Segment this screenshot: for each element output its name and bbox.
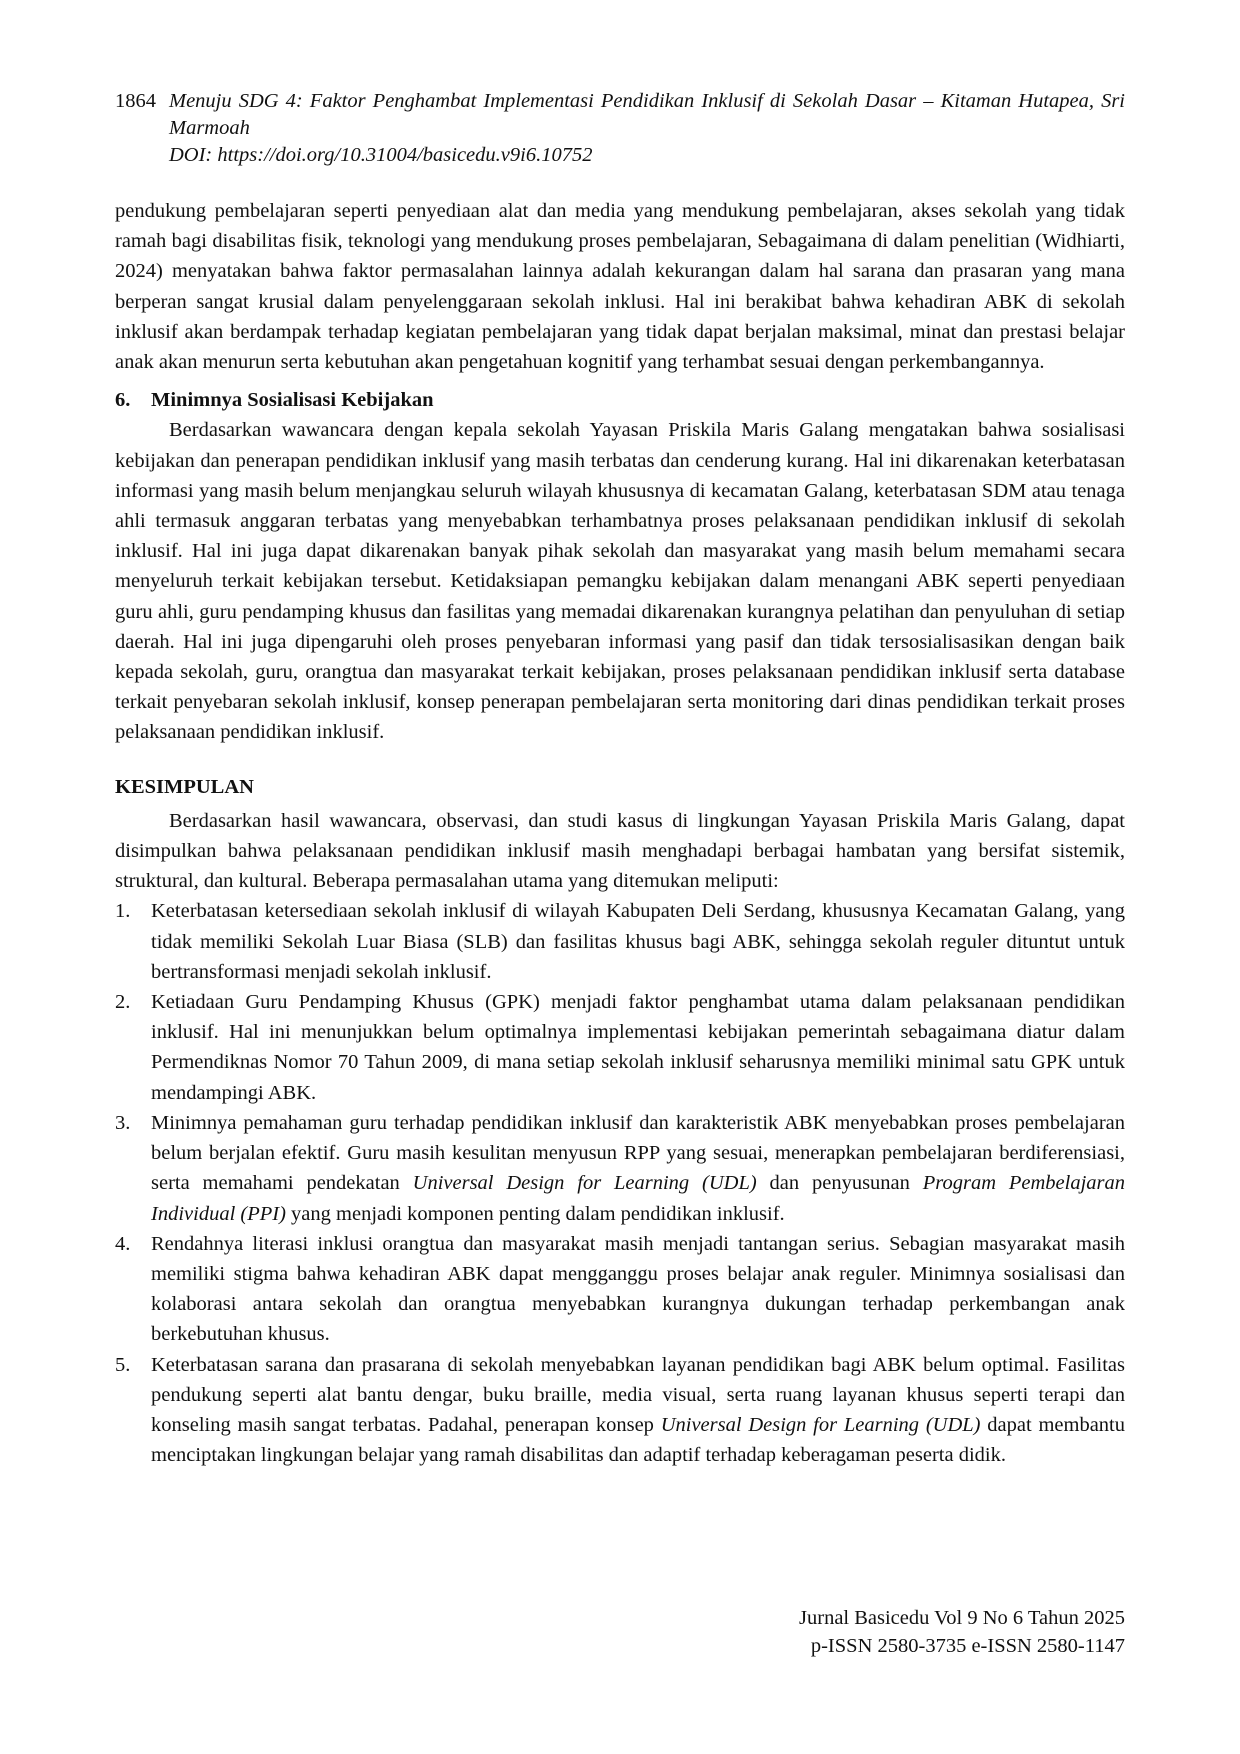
footer-issn: p-ISSN 2580-3735 e-ISSN 2580-1147: [810, 1635, 1125, 1657]
list-number: 1.: [115, 900, 131, 923]
section-6-heading: [115, 385, 1125, 415]
section-number: 6.: [115, 389, 131, 412]
list-number: 2.: [115, 991, 131, 1014]
header-doi: DOI: https://doi.org/10.31004/basicedu.v9i6.10752: [169, 144, 593, 166]
udl-term: Universal Design for Learning (UDL): [660, 1413, 981, 1436]
list-text-part: dapat membantu menciptakan lingkungan belajar yang ramah disabilitas dan adaptif terhadap keberagaman peserta didik.: [151, 1413, 1126, 1467]
list-item: [115, 1229, 1125, 1350]
ppi-term: Program Pembelajaran Individual (PPI): [151, 1172, 1125, 1225]
list-number: 4.: [115, 1232, 131, 1255]
header-title-block: [169, 88, 1125, 169]
udl-term: Universal Design for Learning (UDL): [412, 1172, 757, 1195]
conclusion-heading: KESIMPULAN: [115, 775, 254, 798]
list-item: [115, 1350, 1125, 1471]
article-body: [115, 196, 1125, 1470]
list-text: Rendahnya literasi inklusi orangtua dan masyarakat masih menjadi tantangan serius. Sebagian masyarakat masih memiliki stigma bahwa kehadiran ABK dapat mengganggu proses belajar anak reguler. Minimnya sosialisasi dan kolaborasi antara sekolah dan orangtua menyebabkan kurangnya dukungan terhadap perkembangan anak berkebutuhan khusus.: [151, 1232, 1125, 1346]
list-text: Keterbatasan ketersediaan sekolah inklusif di wilayah Kabupaten Deli Serdang, khususnya Kecamatan Galang, yang tidak memiliki Sekolah Luar Biasa (SLB) dan fasilitas khusus bagi ABK, sehingga sekolah reguler dituntut untuk bertransformasi menjadi sekolah inklusif.: [151, 900, 1125, 983]
list-text-part: Minimnya pemahaman guru terhadap pendidikan inklusif dan karakteristik ABK menyebabkan proses pembelajaran belum berjalan efektif. Guru masih kesulitan menyusun RPP yang sesuai, menerapkan pembelajaran berdiferensiasi, serta memahami pendekatan: [151, 1111, 1125, 1195]
list-text: [151, 1112, 1125, 1225]
list-text-part: yang menjadi komponen penting dalam pendidikan inklusif.: [285, 1202, 785, 1225]
list-text-part: Keterbatasan sarana dan prasarana di sekolah menyebabkan layanan pendidikan bagi ABK belum optimal. Fasilitas pendukung seperti alat bantu dengar, buku braille, media visual, serta ruang layanan khusus seperti terapi dan konseling masih sangat terbatas. Padahal, penerapan konsep: [151, 1353, 1125, 1436]
conclusion-list: [115, 896, 1125, 1470]
list-text-part: dan penyusunan: [756, 1172, 923, 1195]
intro-paragraph: pendukung pembelajaran seperti penyediaan alat dan media yang mendukung pembelajaran, akses sekolah yang tidak ramah bagi disabilitas fisik, teknologi yang mendukung proses pembelajaran, Sebagaimana di dalam penelitian (Widhiarti, 2024) menyatakan bahwa faktor permasalahan lainnya adalah kekurangan dalam hal sarana dan prasaran yang mana berperan sangat krusial dalam penyelenggaraan sekolah inklusi. Hal ini berakibat bahwa kehadiran ABK di sekolah inklusif akan berdampak terhadap kegiatan pembelajaran yang tidak dapat berjalan maksimal, minat dan prestasi belajar anak akan menurun serta kebutuhan akan pengetahuan kognitif yang terhambat sesuai dengan perkembangannya.: [115, 200, 1125, 374]
list-text: [151, 1354, 1125, 1467]
header-title: Menuju SDG 4: Faktor Penghambat Implementasi Pendidikan Inklusif di Sekolah Dasar – Kitaman Hutapea, Sri Marmoah: [169, 90, 1125, 139]
list-item: [115, 1108, 1125, 1229]
list-number: 5.: [115, 1353, 131, 1376]
conclusion-paragraph: Berdasarkan hasil wawancara, observasi, dan studi kasus di lingkungan Yayasan Priskila Maris Galang, dapat disimpulkan bahwa pelaksanaan pendidikan inklusif masih menghadapi berbagai hambatan yang bersifat sistemik, struktural, dan kultural. Beberapa permasalahan utama yang ditemukan meliputi:: [115, 809, 1125, 893]
running-footer: [525, 1604, 1125, 1660]
footer-journal: Jurnal Basicedu Vol 9 No 6 Tahun 2025: [799, 1607, 1125, 1629]
list-text: Ketiadaan Guru Pendamping Khusus (GPK) menjadi faktor penghambat utama dalam pelaksanaan pendidikan inklusif. Hal ini menunjukkan belum optimalnya implementasi kebijakan pemerintah sebagaimana diatur dalam Permendiknas Nomor 70 Tahun 2009, di mana setiap sekolah inklusif seharusnya memiliki minimal satu GPK untuk mendampingi ABK.: [151, 991, 1125, 1104]
list-item: [115, 896, 1125, 987]
running-header: [115, 88, 1125, 169]
section-6-paragraph: Berdasarkan wawancara dengan kepala sekolah Yayasan Priskila Maris Galang mengatakan bahwa sosialisasi kebijakan dan penerapan pendidikan inklusif yang masih terbatas dan cenderung kurang. Hal ini dikarenakan keterbatasan informasi yang masih belum menjangkau seluruh wilayah khususnya di kecamatan Galang, keterbatasan SDM atau tenaga ahli termasuk anggaran terbatas yang menyebabkan terhambatnya proses pelaksanaan pendidikan inklusif di sekolah inklusif. Hal ini juga dapat dikarenakan banyak pihak sekolah dan masyarakat yang masih belum memahami secara menyeluruh terkait kebijakan tersebut. Ketidaksiapan pemangku kebijakan dalam menangani ABK seperti penyediaan guru ahli, guru pendamping khusus dan fasilitas yang memadai dikarenakan kurangnya pelatihan dan penyuluhan di setiap daerah. Hal ini juga dipengaruhi oleh proses penyebaran informasi yang pasif dan tidak tersosialisasikan dengan baik kepada sekolah, guru, orangtua dan masyarakat terkait kebijakan, proses pelaksanaan pendidikan inklusif serta database terkait penyebaran sekolah inklusif, konsep penerapan pembelajaran serta monitoring dari dinas pendidikan terkait proses pelaksanaan pendidikan inklusif.: [115, 419, 1125, 744]
list-number: 3.: [115, 1111, 131, 1134]
list-item: [115, 987, 1125, 1108]
page-number: 1864: [115, 90, 156, 112]
section-title: Minimnya Sosialisasi Kebijakan: [151, 389, 434, 412]
